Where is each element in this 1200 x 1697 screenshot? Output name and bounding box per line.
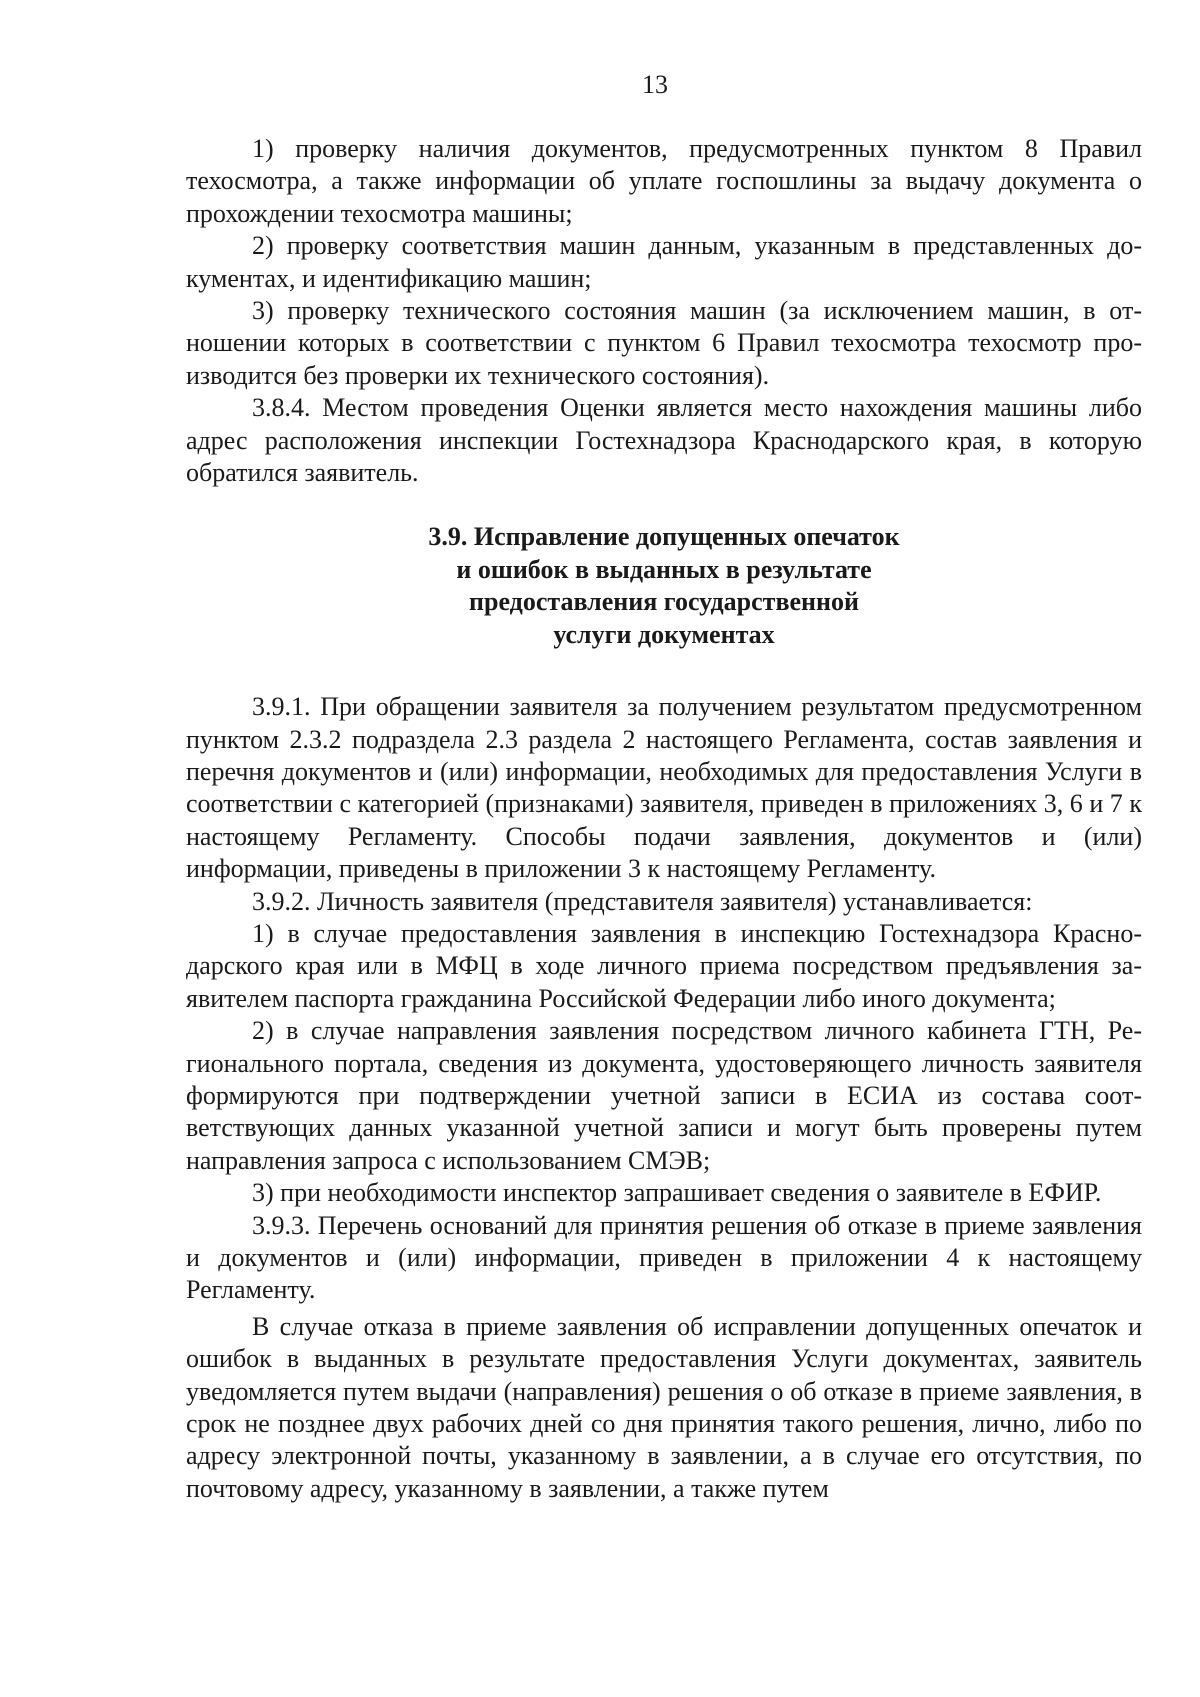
paragraph-3-9-2-item-1: 1) в случае предоставления заявления в инспекцию Гостехнадзора Краснодарского края или в МФЦ в ходе личного приема посредством предъявления заявителем паспорта гражданина Российской Федерации либо иного документа; [186,918,1142,1013]
paragraph-3-9-3: 3.9.3. Перечень оснований для принятия решения об отказе в приеме заявления и документов и (или) информации, приведен в приложении 4 к настоящему Регламенту. [186,1210,1142,1305]
paragraph-3-9-2-item-2: 2) в случае направления заявления посредством личного кабинета ГТН, Регионального портала, сведения из документа, удостоверяющего личность заявителя формируются при подтверждении учетной записи в ЕСИА из состава соответствующих данных указанной учетной записи и могут быть проверены путем направления запроса с использованием СМЭВ; [186,1016,1142,1175]
paragraph-refusal-notice: В случае отказа в приеме заявления об исправлении допущенных опечаток и ошибок в выданных в результате предоставления Услуги документах, заявитель уведомляется путем выдачи (направления) решения о об отказе в приеме заявления, в срок не позднее двух рабочих дней со дня принятия такого решения, лично, либо по адресу электронной почты, указанному в заявлении, а в случае его отсутствия, по почтовому адресу, указанному в заявлении, а также путем [186,1311,1142,1503]
paragraph-3-9-2: 3.9.2. Личность заявителя (представителя заявителя) устанавливается: [252,886,1033,916]
paragraph-item-2: 2) проверку соответствия машин данным, указанным в представленных документах, и идентификацию машин; [186,231,1142,293]
paragraph-item-1: 1) проверку наличия документов, предусмотренных пунктом 8 Правил техосмотра, а также информации об уплате госпошлины за выдачу документа о прохождении техосмотра машины; [186,134,1142,228]
page-number: 13 [642,70,668,99]
section-heading-3-9 [186,521,1142,651]
paragraph-3-9-1: 3.9.1. При обращении заявителя за получением результатом предусмотренном пунктом 2.3.2 подраздела 2.3 раздела 2 настоящего Регламента, состав заявления и перечня документов и (или) информации, необходимых для предоставления Услуги в соответствии с категорией (признаками) заявителя, приведен в приложениях 3, 6 и 7 к настоящему Регламенту. Способы подачи заявления, документов и (или) информации, приведены в приложении 3 к настоящему Регламенту. [186,692,1142,884]
paragraph-3-8-4: 3.8.4. Местом проведения Оценки является место нахождения машины либо адрес расположения инспекции Гостехнадзора Краснодарского края, в которую обратился заявитель. [186,393,1142,488]
paragraph-item-3: 3) проверку технического состояния машин (за исключением машин, в отношении которых в соответствии с пунктом 6 Правил техосмотра техосмотр производится без проверки их технического состояния). [186,296,1142,390]
paragraph-3-9-2-item-3: 3) при необходимости инспектор запрашивает сведения о заявителе в ЕФИР. [252,1178,1102,1208]
section-heading-line: 3.9. Исправление допущенных опечаток [428,522,900,552]
section-heading-line: предоставления государственной [469,587,859,617]
document-body [186,133,1142,1505]
section-heading-line: услуги документах [553,619,775,649]
section-heading-line: и ошибок в выданных в результате [456,554,872,584]
